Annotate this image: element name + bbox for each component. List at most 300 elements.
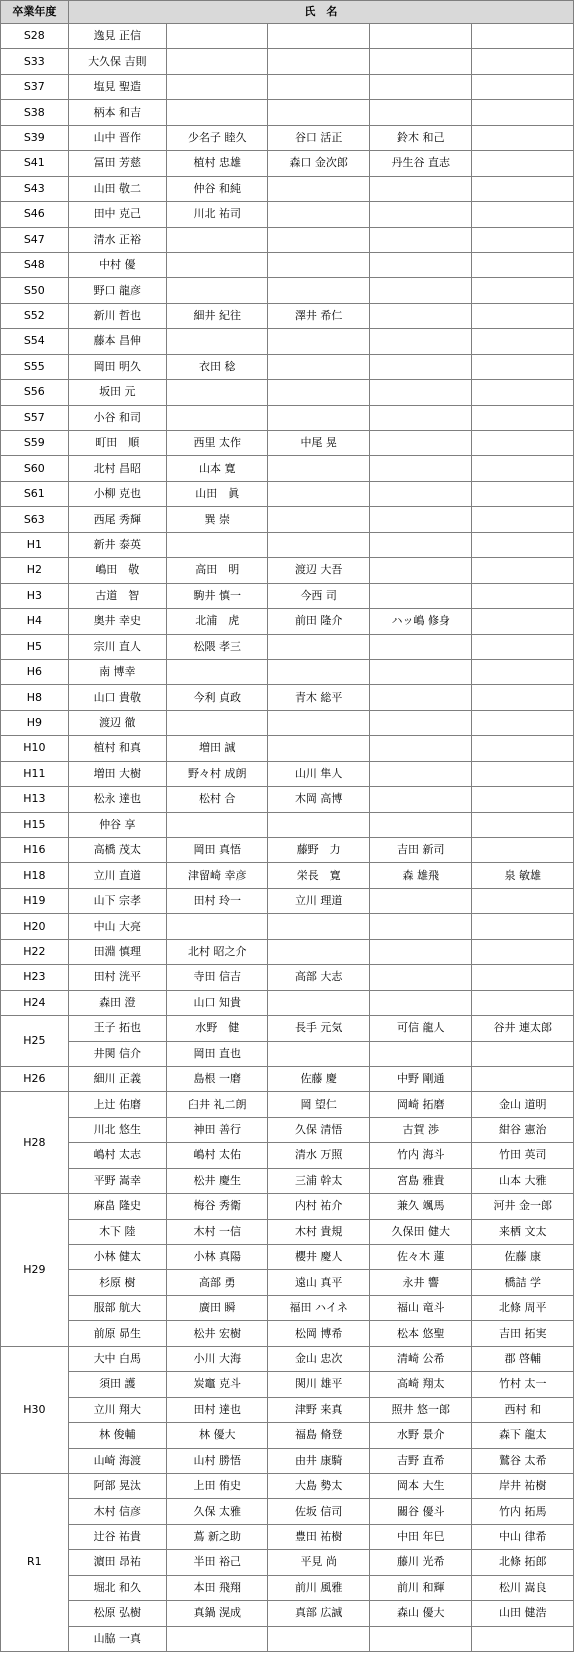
- name-cell: 新川 哲也: [68, 303, 166, 328]
- name-cell: 渡辺 徹: [68, 710, 166, 735]
- name-cell: [472, 176, 574, 201]
- name-cell: 松本 悠聖: [369, 1321, 472, 1346]
- name-cell: [268, 812, 369, 837]
- table-row: [1, 125, 574, 150]
- name-cell: 岸井 祐樹: [472, 1473, 574, 1498]
- table-row: [1, 965, 574, 990]
- name-cell: 久保田 健大: [369, 1219, 472, 1244]
- name-cell: 岡崎 拓磨: [369, 1092, 472, 1117]
- name-cell: 佐藤 慶: [268, 1066, 369, 1091]
- name-cell: [369, 431, 472, 456]
- year-cell: S60: [1, 456, 69, 481]
- year-cell: S50: [1, 278, 69, 303]
- year-cell: H2: [1, 558, 69, 583]
- year-cell: S55: [1, 354, 69, 379]
- name-cell: 鈴木 和己: [369, 125, 472, 150]
- table-row: [1, 1346, 574, 1371]
- name-cell: 藤野 力: [268, 838, 369, 863]
- roster-body: [1, 24, 574, 1652]
- year-cell: H20: [1, 914, 69, 939]
- name-cell: 宗川 直人: [68, 634, 166, 659]
- name-cell: 町田 順: [68, 431, 166, 456]
- name-cell: [369, 558, 472, 583]
- table-row: [1, 1117, 574, 1142]
- year-cell: H19: [1, 888, 69, 913]
- table-row: [1, 49, 574, 74]
- year-cell: H28: [1, 1092, 69, 1194]
- name-cell: [472, 812, 574, 837]
- name-cell: 坂田 元: [68, 380, 166, 405]
- name-cell: 山田 健浩: [472, 1601, 574, 1626]
- name-cell: 細川 正義: [68, 1066, 166, 1091]
- name-cell: [369, 456, 472, 481]
- name-column-header: 氏 名: [68, 1, 573, 24]
- name-cell: 久保 清悟: [268, 1117, 369, 1142]
- table-row: [1, 1423, 574, 1448]
- name-cell: 真部 広誠: [268, 1601, 369, 1626]
- name-cell: 前川 和輝: [369, 1575, 472, 1600]
- name-cell: [369, 685, 472, 710]
- table-row: [1, 303, 574, 328]
- year-cell: H1: [1, 532, 69, 557]
- table-row: [1, 659, 574, 684]
- name-cell: 嶋村 太志: [68, 1143, 166, 1168]
- name-cell: 福田 ハイネ: [268, 1295, 369, 1320]
- year-cell: H9: [1, 710, 69, 735]
- name-cell: 金山 道明: [472, 1092, 574, 1117]
- name-cell: 本田 飛翔: [166, 1575, 267, 1600]
- name-cell: [268, 227, 369, 252]
- name-cell: 林 優大: [166, 1423, 267, 1448]
- name-cell: [472, 583, 574, 608]
- table-row: [1, 1194, 574, 1219]
- name-cell: [472, 1041, 574, 1066]
- table-row: [1, 532, 574, 557]
- table-row: [1, 736, 574, 761]
- name-cell: 北條 拓郎: [472, 1550, 574, 1575]
- name-cell: 兼久 颯馬: [369, 1194, 472, 1219]
- name-cell: 中村 優: [68, 252, 166, 277]
- name-cell: [268, 990, 369, 1015]
- name-cell: 奥井 幸史: [68, 609, 166, 634]
- name-cell: [369, 202, 472, 227]
- year-cell: H23: [1, 965, 69, 990]
- name-cell: [472, 405, 574, 430]
- table-row: [1, 1270, 574, 1295]
- name-cell: [268, 481, 369, 506]
- year-cell: H26: [1, 1066, 69, 1091]
- name-cell: [472, 558, 574, 583]
- year-cell: S54: [1, 329, 69, 354]
- name-cell: 松井 慶生: [166, 1168, 267, 1193]
- table-row: [1, 1626, 574, 1651]
- table-row: [1, 507, 574, 532]
- table-row: [1, 761, 574, 786]
- year-cell: S28: [1, 24, 69, 49]
- name-cell: 田淵 慎理: [68, 939, 166, 964]
- name-cell: 小柳 克也: [68, 481, 166, 506]
- name-cell: 關谷 優斗: [369, 1499, 472, 1524]
- name-cell: [166, 380, 267, 405]
- name-cell: 遠山 真平: [268, 1270, 369, 1295]
- name-cell: [369, 24, 472, 49]
- name-cell: [369, 74, 472, 99]
- table-row: [1, 74, 574, 99]
- name-cell: [369, 100, 472, 125]
- name-cell: 久保 太雅: [166, 1499, 267, 1524]
- name-cell: 長手 元気: [268, 1016, 369, 1041]
- name-cell: [472, 227, 574, 252]
- name-cell: 仲谷 享: [68, 812, 166, 837]
- name-cell: 平野 嵩幸: [68, 1168, 166, 1193]
- name-cell: 川北 悠生: [68, 1117, 166, 1142]
- name-cell: 岡田 真悟: [166, 838, 267, 863]
- name-cell: 高崎 翔太: [369, 1372, 472, 1397]
- name-cell: 廣田 瞬: [166, 1295, 267, 1320]
- name-cell: [369, 990, 472, 1015]
- name-cell: [369, 329, 472, 354]
- name-cell: 松原 弘樹: [68, 1601, 166, 1626]
- year-cell: S57: [1, 405, 69, 430]
- name-cell: 藤川 光希: [369, 1550, 472, 1575]
- name-cell: 大島 勢太: [268, 1473, 369, 1498]
- name-cell: [369, 49, 472, 74]
- name-cell: 北浦 虎: [166, 609, 267, 634]
- name-cell: [268, 278, 369, 303]
- name-cell: 辻谷 祐貴: [68, 1524, 166, 1549]
- name-cell: 仲谷 和純: [166, 176, 267, 201]
- name-cell: [166, 329, 267, 354]
- name-cell: 平見 尚: [268, 1550, 369, 1575]
- name-cell: [166, 252, 267, 277]
- table-row: [1, 100, 574, 125]
- year-cell: H6: [1, 659, 69, 684]
- name-cell: 西尾 秀輝: [68, 507, 166, 532]
- name-cell: 木村 貴規: [268, 1219, 369, 1244]
- name-cell: [369, 1041, 472, 1066]
- name-cell: 駒井 慎一: [166, 583, 267, 608]
- name-cell: 森口 金次郎: [268, 151, 369, 176]
- name-cell: 島根 一磨: [166, 1066, 267, 1091]
- name-cell: [369, 787, 472, 812]
- name-cell: [369, 812, 472, 837]
- table-row: [1, 812, 574, 837]
- year-cell: S41: [1, 151, 69, 176]
- table-row: [1, 583, 574, 608]
- name-cell: 野々村 成朗: [166, 761, 267, 786]
- name-cell: 藤本 昌伸: [68, 329, 166, 354]
- name-cell: [369, 710, 472, 735]
- name-cell: 佐坂 信司: [268, 1499, 369, 1524]
- name-cell: [369, 227, 472, 252]
- name-cell: [472, 507, 574, 532]
- table-row: [1, 481, 574, 506]
- name-cell: 田村 洸平: [68, 965, 166, 990]
- name-cell: 森 雄飛: [369, 863, 472, 888]
- name-cell: [472, 100, 574, 125]
- table-row: [1, 609, 574, 634]
- name-cell: [472, 303, 574, 328]
- name-cell: 王子 拓也: [68, 1016, 166, 1041]
- name-cell: 松川 嵩良: [472, 1575, 574, 1600]
- name-cell: 西里 太作: [166, 431, 267, 456]
- name-cell: 山本 大雅: [472, 1168, 574, 1193]
- name-cell: 金山 忠次: [268, 1346, 369, 1371]
- name-cell: [166, 1626, 267, 1651]
- name-cell: [268, 100, 369, 125]
- name-cell: 嶋村 太佑: [166, 1143, 267, 1168]
- name-cell: [472, 965, 574, 990]
- name-cell: 森山 優大: [369, 1601, 472, 1626]
- name-cell: 森田 澄: [68, 990, 166, 1015]
- table-row: [1, 1168, 574, 1193]
- table-row: [1, 1575, 574, 1600]
- header-row: [1, 1, 574, 24]
- table-row: [1, 863, 574, 888]
- name-cell: 山口 知貴: [166, 990, 267, 1015]
- name-cell: 嶋田 敬: [68, 558, 166, 583]
- name-cell: 可信 龍人: [369, 1016, 472, 1041]
- name-cell: [472, 939, 574, 964]
- table-row: [1, 558, 574, 583]
- name-cell: 中野 剛通: [369, 1066, 472, 1091]
- name-cell: 佐藤 康: [472, 1245, 574, 1270]
- name-cell: 前田 隆介: [268, 609, 369, 634]
- year-cell: H13: [1, 787, 69, 812]
- name-cell: 逸見 正信: [68, 24, 166, 49]
- name-cell: 郡 啓輔: [472, 1346, 574, 1371]
- name-cell: [472, 888, 574, 913]
- name-cell: [268, 405, 369, 430]
- name-cell: [472, 202, 574, 227]
- name-cell: 田村 玲一: [166, 888, 267, 913]
- name-cell: 松岡 博希: [268, 1321, 369, 1346]
- table-row: [1, 1372, 574, 1397]
- name-cell: [166, 278, 267, 303]
- name-cell: 中山 律希: [472, 1524, 574, 1549]
- name-cell: [369, 176, 472, 201]
- table-row: [1, 1397, 574, 1422]
- name-cell: [166, 49, 267, 74]
- name-cell: [472, 24, 574, 49]
- name-cell: 山田 眞: [166, 481, 267, 506]
- name-cell: 蔦 新之助: [166, 1524, 267, 1549]
- name-cell: 梅谷 秀衛: [166, 1194, 267, 1219]
- name-cell: 木岡 高博: [268, 787, 369, 812]
- name-cell: [369, 405, 472, 430]
- name-cell: [369, 659, 472, 684]
- table-row: [1, 990, 574, 1015]
- name-cell: [268, 634, 369, 659]
- name-cell: 永井 響: [369, 1270, 472, 1295]
- name-cell: 臼井 礼二朗: [166, 1092, 267, 1117]
- name-cell: 新井 泰英: [68, 532, 166, 557]
- name-cell: 植村 忠雄: [166, 151, 267, 176]
- year-cell: H22: [1, 939, 69, 964]
- year-cell: H29: [1, 1194, 69, 1347]
- name-cell: 岡本 大生: [369, 1473, 472, 1498]
- name-cell: [472, 1066, 574, 1091]
- name-cell: [472, 609, 574, 634]
- year-cell: H18: [1, 863, 69, 888]
- name-cell: [166, 710, 267, 735]
- name-cell: 松村 合: [166, 787, 267, 812]
- name-cell: [166, 812, 267, 837]
- name-cell: 竹田 英司: [472, 1143, 574, 1168]
- name-cell: 由井 康騎: [268, 1448, 369, 1473]
- name-cell: 北村 昌昭: [68, 456, 166, 481]
- name-cell: 関川 雄平: [268, 1372, 369, 1397]
- name-cell: 柄本 和吉: [68, 100, 166, 125]
- table-row: [1, 405, 574, 430]
- name-cell: 津野 来真: [268, 1397, 369, 1422]
- table-row: [1, 1143, 574, 1168]
- name-cell: 松隈 孝三: [166, 634, 267, 659]
- table-row: [1, 838, 574, 863]
- name-cell: 古道 智: [68, 583, 166, 608]
- name-cell: 増田 大樹: [68, 761, 166, 786]
- name-cell: [472, 761, 574, 786]
- year-cell: H16: [1, 838, 69, 863]
- name-cell: 山脇 一真: [68, 1626, 166, 1651]
- name-cell: [369, 507, 472, 532]
- name-cell: 野口 龍彦: [68, 278, 166, 303]
- name-cell: [166, 914, 267, 939]
- table-row: [1, 1601, 574, 1626]
- name-cell: 小林 健太: [68, 1245, 166, 1270]
- year-cell: H4: [1, 609, 69, 634]
- name-cell: 大中 白馬: [68, 1346, 166, 1371]
- table-row: [1, 939, 574, 964]
- table-row: [1, 1041, 574, 1066]
- name-cell: [472, 49, 574, 74]
- table-row: [1, 252, 574, 277]
- name-cell: 山下 宗孝: [68, 888, 166, 913]
- year-cell: S38: [1, 100, 69, 125]
- name-cell: ハッ嶋 修身: [369, 609, 472, 634]
- name-cell: 細井 紀往: [166, 303, 267, 328]
- name-cell: 小川 大海: [166, 1346, 267, 1371]
- name-cell: 松井 宏樹: [166, 1321, 267, 1346]
- name-cell: [369, 583, 472, 608]
- table-row: [1, 1092, 574, 1117]
- name-cell: [472, 736, 574, 761]
- table-row: [1, 787, 574, 812]
- name-cell: 宮島 雅貴: [369, 1168, 472, 1193]
- table-row: [1, 176, 574, 201]
- name-cell: 吉野 直希: [369, 1448, 472, 1473]
- name-cell: 服部 航大: [68, 1295, 166, 1320]
- name-cell: [369, 481, 472, 506]
- name-cell: 濵田 昂祐: [68, 1550, 166, 1575]
- name-cell: 前川 風雅: [268, 1575, 369, 1600]
- year-cell: H8: [1, 685, 69, 710]
- name-cell: 寺田 信吉: [166, 965, 267, 990]
- name-cell: [268, 176, 369, 201]
- name-cell: [472, 914, 574, 939]
- name-cell: 渡辺 大吾: [268, 558, 369, 583]
- year-column-header: 卒業年度: [1, 1, 69, 24]
- name-cell: 谷口 活正: [268, 125, 369, 150]
- name-cell: [369, 939, 472, 964]
- name-cell: 立川 翔大: [68, 1397, 166, 1422]
- name-cell: [268, 24, 369, 49]
- name-cell: 清水 万照: [268, 1143, 369, 1168]
- table-row: [1, 710, 574, 735]
- year-cell: H11: [1, 761, 69, 786]
- name-cell: 立川 理道: [268, 888, 369, 913]
- name-cell: [369, 532, 472, 557]
- year-cell: S48: [1, 252, 69, 277]
- name-cell: 竹内 拓馬: [472, 1499, 574, 1524]
- name-cell: 中田 年巳: [369, 1524, 472, 1549]
- name-cell: [472, 481, 574, 506]
- table-row: [1, 431, 574, 456]
- year-cell: S63: [1, 507, 69, 532]
- name-cell: [472, 125, 574, 150]
- name-cell: [472, 456, 574, 481]
- name-cell: 塩見 聖造: [68, 74, 166, 99]
- table-row: [1, 278, 574, 303]
- table-row: [1, 1448, 574, 1473]
- table-row: [1, 1473, 574, 1498]
- name-cell: [472, 634, 574, 659]
- name-cell: 森下 龍太: [472, 1423, 574, 1448]
- name-cell: 北條 周平: [472, 1295, 574, 1320]
- name-cell: [369, 761, 472, 786]
- name-cell: 紺谷 憲治: [472, 1117, 574, 1142]
- name-cell: 照井 悠一郎: [369, 1397, 472, 1422]
- table-row: [1, 227, 574, 252]
- name-cell: 真鍋 滉成: [166, 1601, 267, 1626]
- name-cell: [472, 659, 574, 684]
- name-cell: [268, 329, 369, 354]
- name-cell: 立川 直道: [68, 863, 166, 888]
- name-cell: 丹生谷 直志: [369, 151, 472, 176]
- name-cell: 炭竈 克斗: [166, 1372, 267, 1397]
- name-cell: [472, 329, 574, 354]
- name-cell: 半田 裕己: [166, 1550, 267, 1575]
- name-cell: 増田 誠: [166, 736, 267, 761]
- name-cell: 高部 大志: [268, 965, 369, 990]
- name-cell: 巽 崇: [166, 507, 267, 532]
- table-row: [1, 914, 574, 939]
- name-cell: [268, 532, 369, 557]
- name-cell: [472, 431, 574, 456]
- name-cell: 橋詰 学: [472, 1270, 574, 1295]
- table-row: [1, 1499, 574, 1524]
- year-cell: S46: [1, 202, 69, 227]
- name-cell: 木村 一信: [166, 1219, 267, 1244]
- name-cell: [166, 100, 267, 125]
- table-row: [1, 329, 574, 354]
- year-cell: H30: [1, 1346, 69, 1473]
- table-row: [1, 1524, 574, 1549]
- name-cell: [268, 710, 369, 735]
- name-cell: 吉田 拓実: [472, 1321, 574, 1346]
- name-cell: 豊田 祐樹: [268, 1524, 369, 1549]
- name-cell: 櫻井 慶人: [268, 1245, 369, 1270]
- name-cell: [472, 532, 574, 557]
- name-cell: [268, 736, 369, 761]
- year-cell: H5: [1, 634, 69, 659]
- name-cell: 山本 寛: [166, 456, 267, 481]
- table-row: [1, 456, 574, 481]
- name-cell: 井関 信介: [68, 1041, 166, 1066]
- name-cell: 高部 勇: [166, 1270, 267, 1295]
- name-cell: 青木 総平: [268, 685, 369, 710]
- name-cell: 林 俊輔: [68, 1423, 166, 1448]
